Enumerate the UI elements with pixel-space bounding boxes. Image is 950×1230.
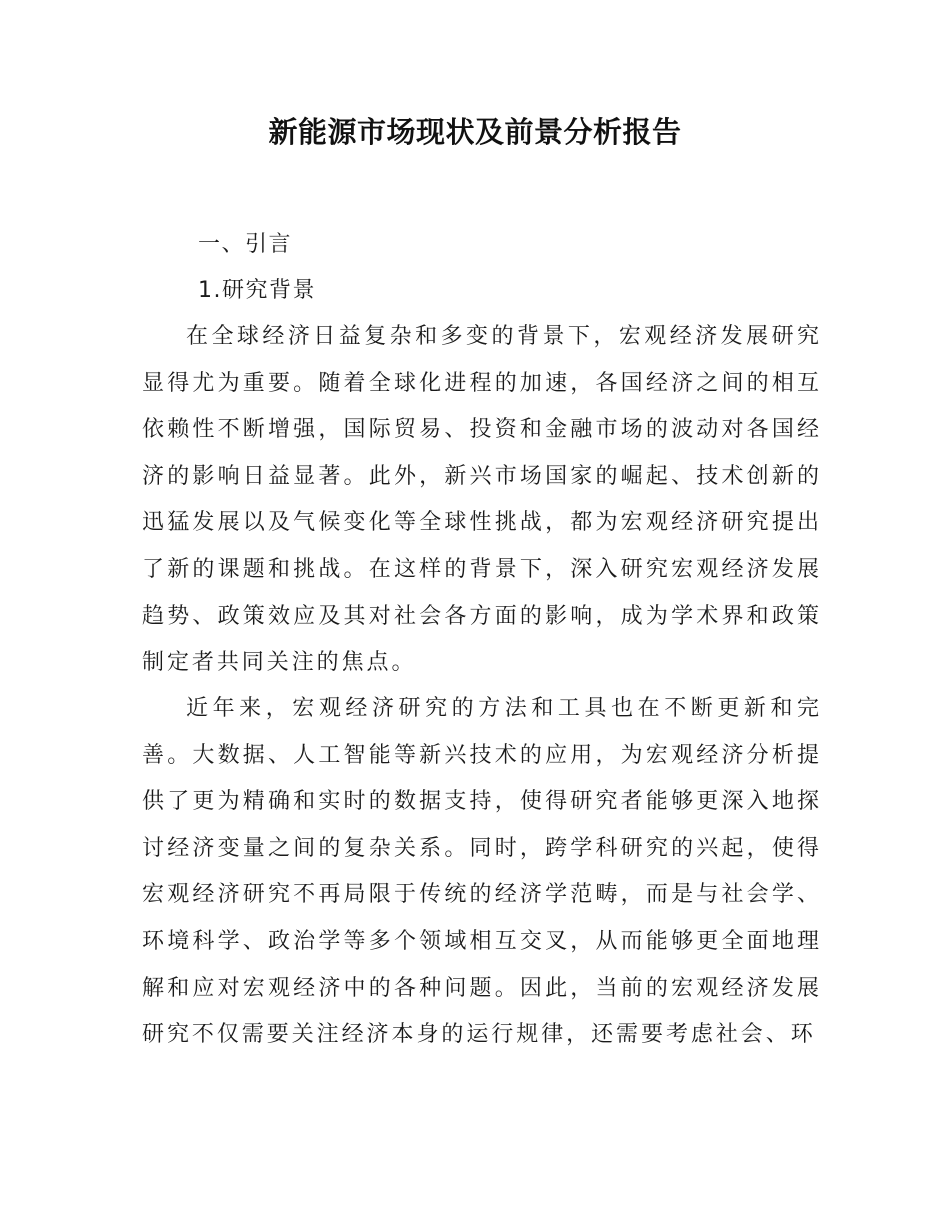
subsection-heading: 1.研究背景 — [198, 278, 316, 303]
document-title: 新能源市场现状及前景分析报告 — [268, 115, 682, 149]
section-heading: 一、引言 — [198, 232, 293, 257]
body-paragraph: 在全球经济日益复杂和多变的背景下，宏观经济发展研究显得尤为重要。随着全球化进程的加速，各国经济之间的相互依赖性不断增强，国际贸易、投资和金融市场的波动对各国经济的影响日益显著。此外，新兴市场国家的崛起、技术创新的迅猛发展以及气候变化等全球性挑战，都为宏观经济研究提出了新的课题和挑战。在这样的背景下，深入研究宏观经济发展趋势、政策效应及其对社会各方面的影响，成为学术界和政策制定者共同关注的焦点。 — [142, 324, 822, 676]
body-paragraph: 近年来，宏观经济研究的方法和工具也在不断更新和完善。大数据、人工智能等新兴技术的应用，为宏观经济分析提供了更为精确和实时的数据支持，使得研究者能够更深入地探讨经济变量之间的复杂关系。同时，跨学科研究的兴起，使得宏观经济研究不再局限于传统的经济学范畴，而是与社会学、环境科学、政治学等多个领域相互交叉，从而能够更全面地理解和应对宏观经济中的各种问题。因此，当前的宏观经济发展研究不仅需要关注经济本身的运行规律，还需要考虑社会、环 — [142, 696, 822, 1048]
